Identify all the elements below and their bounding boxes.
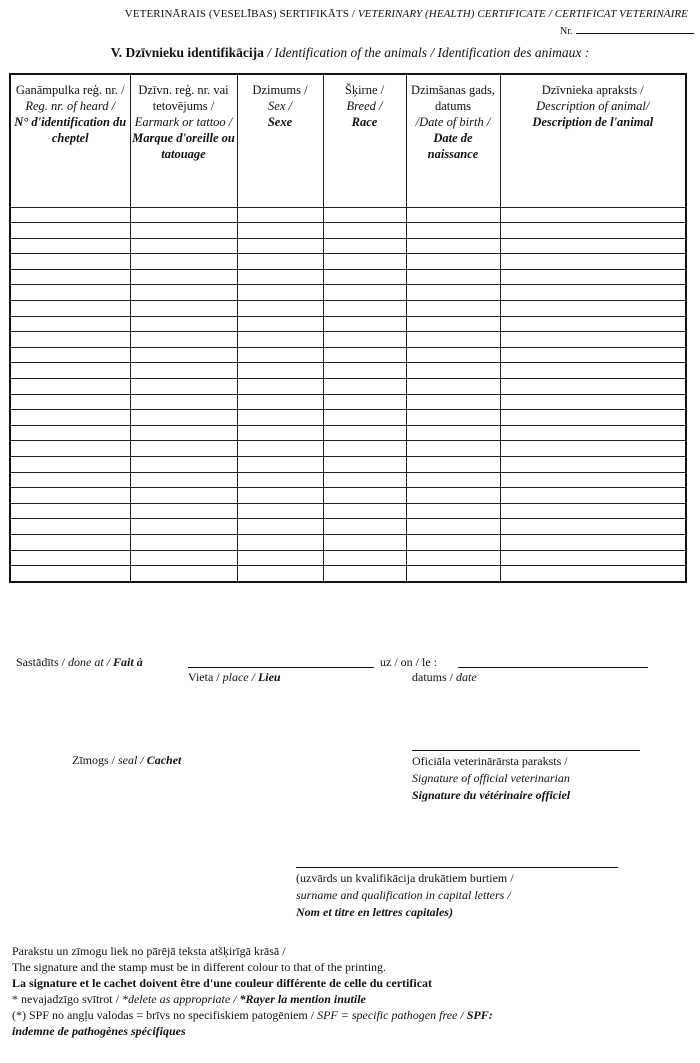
table-row: [10, 285, 686, 301]
table-cell: [237, 285, 323, 301]
table-cell: [237, 472, 323, 488]
table-cell: [130, 363, 237, 379]
footer-line-3: La signature et le cachet doivent être d'une couleur différente de celle du certificat: [12, 976, 433, 990]
table-cell: [130, 254, 237, 270]
col-breed: Šķirne / Breed / Race: [323, 74, 406, 207]
table-cell: [406, 425, 500, 441]
official-signature-label: Oficiāla veterinārārsta paraksts / Signature of official veterinarian Signature du vétérinaire officiel: [412, 754, 571, 802]
table-cell: [237, 410, 323, 426]
table-row: [10, 379, 686, 395]
table-cell: [130, 566, 237, 582]
on-label: uz / on / le :: [380, 655, 437, 669]
table-cell: [237, 488, 323, 504]
table-cell: [130, 316, 237, 332]
table-cell: [237, 425, 323, 441]
table-cell: [237, 379, 323, 395]
table-cell: [406, 379, 500, 395]
table-cell: [406, 488, 500, 504]
table-cell: [323, 316, 406, 332]
table-cell: [323, 441, 406, 457]
table-header-row: [10, 74, 686, 207]
table-cell: [10, 519, 130, 535]
certificate-title-lv: VETERINĀRAIS (VESELĪBAS) SERTIFIKĀTS /: [124, 8, 355, 20]
table-cell: [130, 379, 237, 395]
table-cell: [406, 347, 500, 363]
table-cell: [130, 534, 237, 550]
section-title-en-fr: / Identification of the animals / Identification des animaux :: [267, 45, 590, 60]
section-title-lv: V. Dzīvnieku identifikācija: [110, 45, 264, 60]
table-cell: [130, 457, 237, 473]
table-cell: [237, 316, 323, 332]
table-cell: [237, 441, 323, 457]
table-row: [10, 254, 686, 270]
table-row: [10, 301, 686, 317]
footer-line-6: indemne de pathogènes spécifiques: [12, 1024, 186, 1038]
table-cell: [10, 238, 130, 254]
table-cell: [406, 566, 500, 582]
table-row: [10, 457, 686, 473]
place-label: Vieta / place / Lieu: [188, 670, 281, 684]
table-cell: [323, 285, 406, 301]
table-cell: [237, 332, 323, 348]
col-date-of-birth: Dzimšanas gads, datums /Date of birth / Date de naissance: [406, 74, 500, 207]
table-cell: [10, 550, 130, 566]
table-row: [10, 363, 686, 379]
table-cell: [500, 457, 686, 473]
table-cell: [406, 457, 500, 473]
table-cell: [130, 301, 237, 317]
table-row: [10, 550, 686, 566]
table-cell: [130, 410, 237, 426]
table-cell: [10, 379, 130, 395]
table-cell: [323, 457, 406, 473]
table-row: [10, 488, 686, 504]
table-row: [10, 503, 686, 519]
table-cell: [406, 519, 500, 535]
table-cell: [10, 441, 130, 457]
col-sex: Dzimums / Sex / Sexe: [237, 74, 323, 207]
table-cell: [237, 363, 323, 379]
footer-line-4: * nevajadzīgo svītrot / *delete as appropriate / *Rayer la mention inutile: [12, 992, 366, 1006]
table-cell: [237, 457, 323, 473]
place-line: [188, 667, 374, 668]
table-cell: [323, 519, 406, 535]
table-cell: [323, 425, 406, 441]
table-cell: [130, 488, 237, 504]
table-cell: [10, 285, 130, 301]
table-cell: [500, 410, 686, 426]
table-cell: [406, 534, 500, 550]
table-row: [10, 332, 686, 348]
table-cell: [500, 207, 686, 223]
table-cell: [237, 301, 323, 317]
table-cell: [323, 238, 406, 254]
date-line: [458, 667, 648, 668]
table-cell: [130, 425, 237, 441]
table-cell: [323, 269, 406, 285]
table-row: [10, 472, 686, 488]
table-cell: [406, 223, 500, 239]
table-cell: [130, 238, 237, 254]
table-cell: [130, 347, 237, 363]
table-cell: [406, 316, 500, 332]
table-cell: [406, 238, 500, 254]
name-qualification-label: (uzvārds un kvalifikācija drukātiem burtiem / surname and qualification in capital letters / Nom et titre en lettres capitales): [296, 871, 514, 919]
table-cell: [323, 503, 406, 519]
table-cell: [500, 332, 686, 348]
table-row: [10, 534, 686, 550]
table-cell: [10, 566, 130, 582]
table-cell: [237, 566, 323, 582]
footer-line-5: (*) SPF no angļu valodas = brīvs no specifiskiem patogēniem / SPF = specific pathogen free / SPF:: [12, 1008, 493, 1022]
table-cell: [237, 503, 323, 519]
section-title: [0, 45, 700, 61]
table-cell: [237, 207, 323, 223]
table-row: [10, 223, 686, 239]
table-cell: [237, 534, 323, 550]
table-cell: [406, 410, 500, 426]
table-cell: [500, 394, 686, 410]
table-cell: [500, 223, 686, 239]
table-cell: [10, 503, 130, 519]
table-cell: [130, 207, 237, 223]
table-cell: [406, 472, 500, 488]
nr-line: [576, 24, 694, 34]
table-cell: [130, 285, 237, 301]
table-cell: [406, 332, 500, 348]
table-cell: [406, 254, 500, 270]
table-row: [10, 347, 686, 363]
table-cell: [10, 223, 130, 239]
table-cell: [500, 503, 686, 519]
table-cell: [323, 347, 406, 363]
table-cell: [500, 347, 686, 363]
table-cell: [10, 457, 130, 473]
table-cell: [130, 441, 237, 457]
nr-label: Nr.: [560, 26, 573, 37]
table-cell: [130, 394, 237, 410]
table-cell: [500, 519, 686, 535]
table-cell: [237, 519, 323, 535]
table-cell: [500, 301, 686, 317]
table-cell: [323, 550, 406, 566]
table-cell: [130, 519, 237, 535]
table-cell: [406, 269, 500, 285]
table-cell: [130, 223, 237, 239]
table-row: [10, 207, 686, 223]
date-label: datums / date: [412, 670, 477, 684]
name-line: [296, 867, 618, 868]
table-cell: [500, 550, 686, 566]
col-description: Dzīvnieka apraksts / Description of animal/ Description de l'animal: [500, 74, 686, 207]
table-row: [10, 441, 686, 457]
table-cell: [130, 550, 237, 566]
table-row: [10, 394, 686, 410]
table-row: [10, 425, 686, 441]
table-cell: [130, 503, 237, 519]
table-cell: [237, 269, 323, 285]
table-row: [10, 566, 686, 582]
table-cell: [237, 394, 323, 410]
table-cell: [406, 550, 500, 566]
table-body: [10, 207, 686, 582]
table-cell: [323, 332, 406, 348]
table-cell: [10, 425, 130, 441]
identification-table: [9, 73, 687, 583]
table-cell: [130, 332, 237, 348]
table-row: [10, 410, 686, 426]
footer-line-2: The signature and the stamp must be in different colour to that of the printing.: [12, 960, 387, 974]
table-cell: [500, 363, 686, 379]
table-cell: [237, 347, 323, 363]
table-cell: [10, 207, 130, 223]
table-cell: [406, 207, 500, 223]
table-cell: [10, 472, 130, 488]
table-cell: [323, 472, 406, 488]
done-at-label: Sastādīts / done at / Fait à: [16, 655, 143, 669]
table-cell: [500, 269, 686, 285]
table-cell: [130, 472, 237, 488]
footer-line-1: Parakstu un zīmogu liek no pārējā teksta atšķirīgā krāsā /: [12, 944, 286, 958]
certificate-header: [0, 8, 688, 20]
certificate-number: [560, 24, 694, 37]
footer-notes: [12, 943, 692, 1039]
table-row: [10, 269, 686, 285]
table-cell: [500, 238, 686, 254]
table-cell: [323, 363, 406, 379]
table-cell: [406, 503, 500, 519]
table-cell: [10, 488, 130, 504]
table-cell: [500, 534, 686, 550]
table-cell: [10, 301, 130, 317]
table-cell: [323, 379, 406, 395]
table-cell: [130, 269, 237, 285]
table-cell: [10, 394, 130, 410]
table-cell: [10, 363, 130, 379]
table-cell: [10, 410, 130, 426]
table-cell: [500, 316, 686, 332]
table-cell: [10, 332, 130, 348]
table-cell: [323, 394, 406, 410]
signature-line: [412, 750, 640, 751]
table-cell: [500, 425, 686, 441]
table-cell: [406, 441, 500, 457]
table-cell: [323, 488, 406, 504]
table-cell: [237, 223, 323, 239]
table-cell: [323, 223, 406, 239]
table-row: [10, 519, 686, 535]
table-cell: [237, 238, 323, 254]
table-row: [10, 238, 686, 254]
table-cell: [10, 534, 130, 550]
table-cell: [500, 379, 686, 395]
certificate-title-en-fr: VETERINARY (HEALTH) CERTIFICATE / CERTIFICAT VETERINAIRE: [357, 8, 688, 20]
table-cell: [323, 301, 406, 317]
table-cell: [10, 269, 130, 285]
table-cell: [500, 566, 686, 582]
table-cell: [406, 394, 500, 410]
table-cell: [10, 254, 130, 270]
table-cell: [406, 363, 500, 379]
table-cell: [406, 301, 500, 317]
table-cell: [10, 316, 130, 332]
table-cell: [237, 550, 323, 566]
table-cell: [500, 254, 686, 270]
table-cell: [500, 472, 686, 488]
table-cell: [500, 488, 686, 504]
col-herd-reg-nr: Ganāmpulka reģ. nr. / Reg. nr. of heard / N° d'identification du cheptel: [10, 74, 130, 207]
table-cell: [406, 285, 500, 301]
table-cell: [323, 254, 406, 270]
col-earmark: Dzīvn. reģ. nr. vai tetovējums / Earmark or tattoo / Marque d'oreille ou tatouage: [130, 74, 237, 207]
table-cell: [500, 441, 686, 457]
table-cell: [237, 254, 323, 270]
table-row: [10, 316, 686, 332]
table-cell: [323, 534, 406, 550]
table-cell: [10, 347, 130, 363]
table-cell: [323, 410, 406, 426]
table-cell: [500, 285, 686, 301]
seal-label: Zīmogs / seal / Cachet: [72, 753, 182, 767]
table-cell: [323, 207, 406, 223]
table-cell: [323, 566, 406, 582]
